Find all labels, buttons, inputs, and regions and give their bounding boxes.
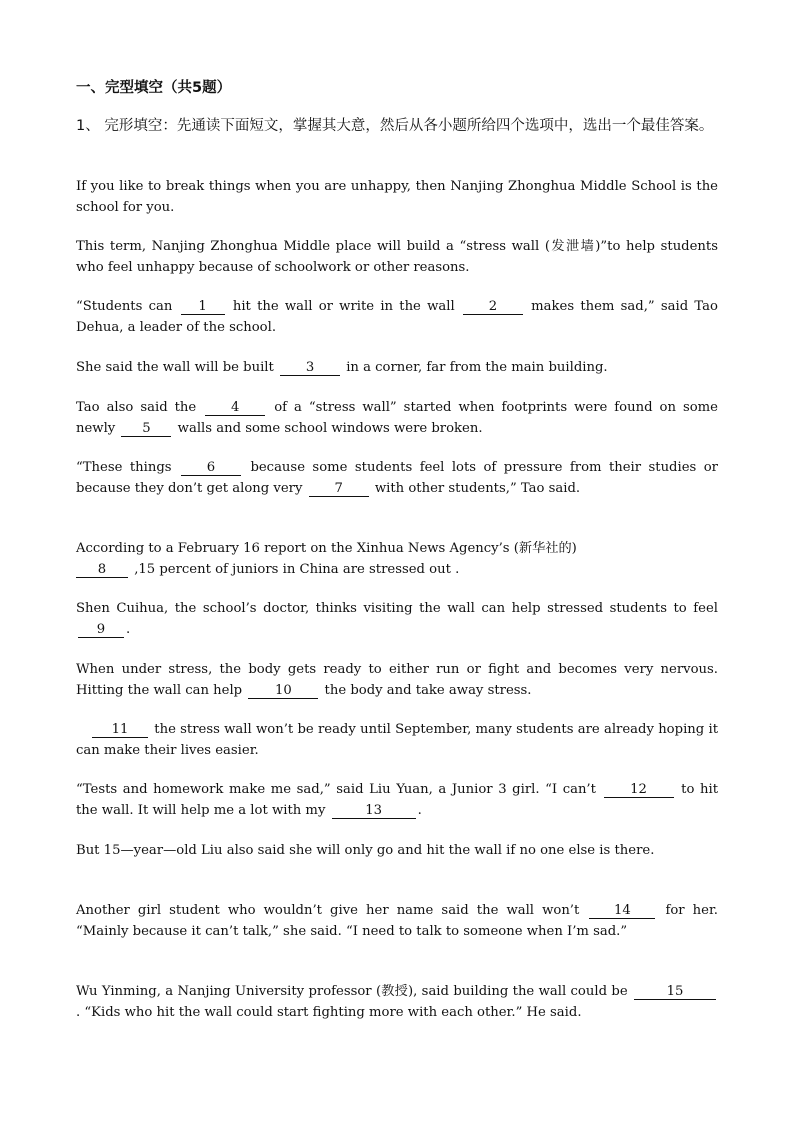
paragraph-text: According to a February 16 report on the Xinhua News Agency’s (新华社的) [76, 541, 577, 556]
paragraph-text: . [126, 622, 131, 637]
passage-paragraph-4 [76, 357, 718, 378]
passage-paragraph-10 [76, 719, 718, 761]
paragraph-text: “Tests and homework make me sad,” said Liu Yuan, a Junior 3 girl. “I can’t [76, 782, 596, 797]
paragraph-text: “These things [76, 460, 172, 475]
passage-paragraph-1: If you like to break things when you are unhappy, then Nanjing Zhonghua Middle School is the school for you. [76, 179, 718, 215]
passage-paragraph-6 [76, 457, 718, 499]
paragraph-text: Another girl student who wouldn’t give her name said the wall won’t [76, 903, 580, 918]
passage-paragraph-3 [76, 296, 718, 338]
paragraph-text: the stress wall won’t be ready until September, many students are already hoping it can make their lives easier. [76, 722, 719, 758]
blank-1: 1 [181, 299, 225, 315]
paragraph-text: for her. “Mainly because it can’t talk,” she said. “I need to talk to someone when I’m sad.” [76, 903, 719, 939]
blank-11: 11 [92, 722, 148, 738]
paragraph-text: of a “stress wall” started when footprints were found on some newly [76, 400, 718, 436]
blank-13: 13 [332, 803, 416, 819]
paragraph-text: ,15 percent of juniors in China are stressed out . [134, 562, 460, 577]
passage-paragraph-5 [76, 397, 718, 439]
paragraph-text: “Students can [76, 299, 173, 314]
blank-14: 14 [589, 903, 655, 919]
blank-8: 8 [76, 562, 128, 578]
blank-9: 9 [78, 622, 124, 638]
blank-6: 6 [181, 460, 241, 476]
paragraph-text: because some students feel lots of pressure from their studies or because they don’t get along very [76, 460, 718, 496]
paragraph-text: When under stress, the body gets ready to either run or fight and becomes very nervous. Hitting the wall can help [76, 662, 718, 698]
paragraph-text: to hit the wall. It will help me a lot with my [76, 782, 719, 818]
passage-paragraph-14 [76, 981, 718, 1023]
blank-4: 4 [205, 400, 265, 416]
blank-10: 10 [248, 683, 318, 699]
paragraph-text: . [417, 803, 422, 818]
paragraph-text: Shen Cuihua, the school’s doctor, thinks visiting the wall can help stressed students to feel [76, 601, 718, 616]
paragraph-text: with other students,” Tao said. [374, 481, 581, 496]
passage-paragraph-12: But 15—year—old Liu also said she will only go and hit the wall if no one else is there. [76, 843, 655, 858]
paragraph-text: She said the wall will be built [76, 360, 274, 375]
question-instructions: 1、 完形填空：先通读下面短文，掌握其大意，然后从各小题所给四个选项中，选出一个最佳答案。 [76, 118, 714, 134]
blank-12: 12 [604, 782, 674, 798]
paragraph-text: Tao also said the [76, 400, 197, 415]
blank-2: 2 [463, 299, 523, 315]
passage-paragraph-7 [76, 538, 718, 580]
paragraph-text: the body and take away stress. [324, 683, 532, 698]
blank-3: 3 [280, 360, 340, 376]
paragraph-text: makes them sad,” said Tao Dehua, a leader of the school. [76, 299, 718, 335]
paragraph-text: hit the wall or write in the wall [232, 299, 455, 314]
passage-paragraph-9 [76, 659, 718, 701]
blank-7: 7 [309, 481, 369, 497]
passage-paragraph-11 [76, 779, 718, 821]
paragraph-text: . “Kids who hit the wall could start fighting more with each other.” He said. [76, 1005, 582, 1020]
section-heading: 一、完型填空（共5题） [76, 80, 232, 96]
passage-paragraph-8 [76, 598, 718, 640]
passage-paragraph-2: This term, Nanjing Zhonghua Middle place will build a “stress wall (发泄墙)”to help students who feel unhappy because of schoolwork or other reasons. [76, 239, 718, 275]
blank-15: 15 [634, 984, 716, 1000]
paragraph-text: walls and some school windows were broken. [177, 421, 483, 436]
blank-5: 5 [121, 421, 171, 437]
passage-paragraph-13 [76, 900, 718, 942]
paragraph-text: Wu Yinming, a Nanjing University professor (教授), said building the wall could be [76, 984, 628, 999]
paragraph-text: in a corner, far from the main building. [346, 360, 608, 375]
